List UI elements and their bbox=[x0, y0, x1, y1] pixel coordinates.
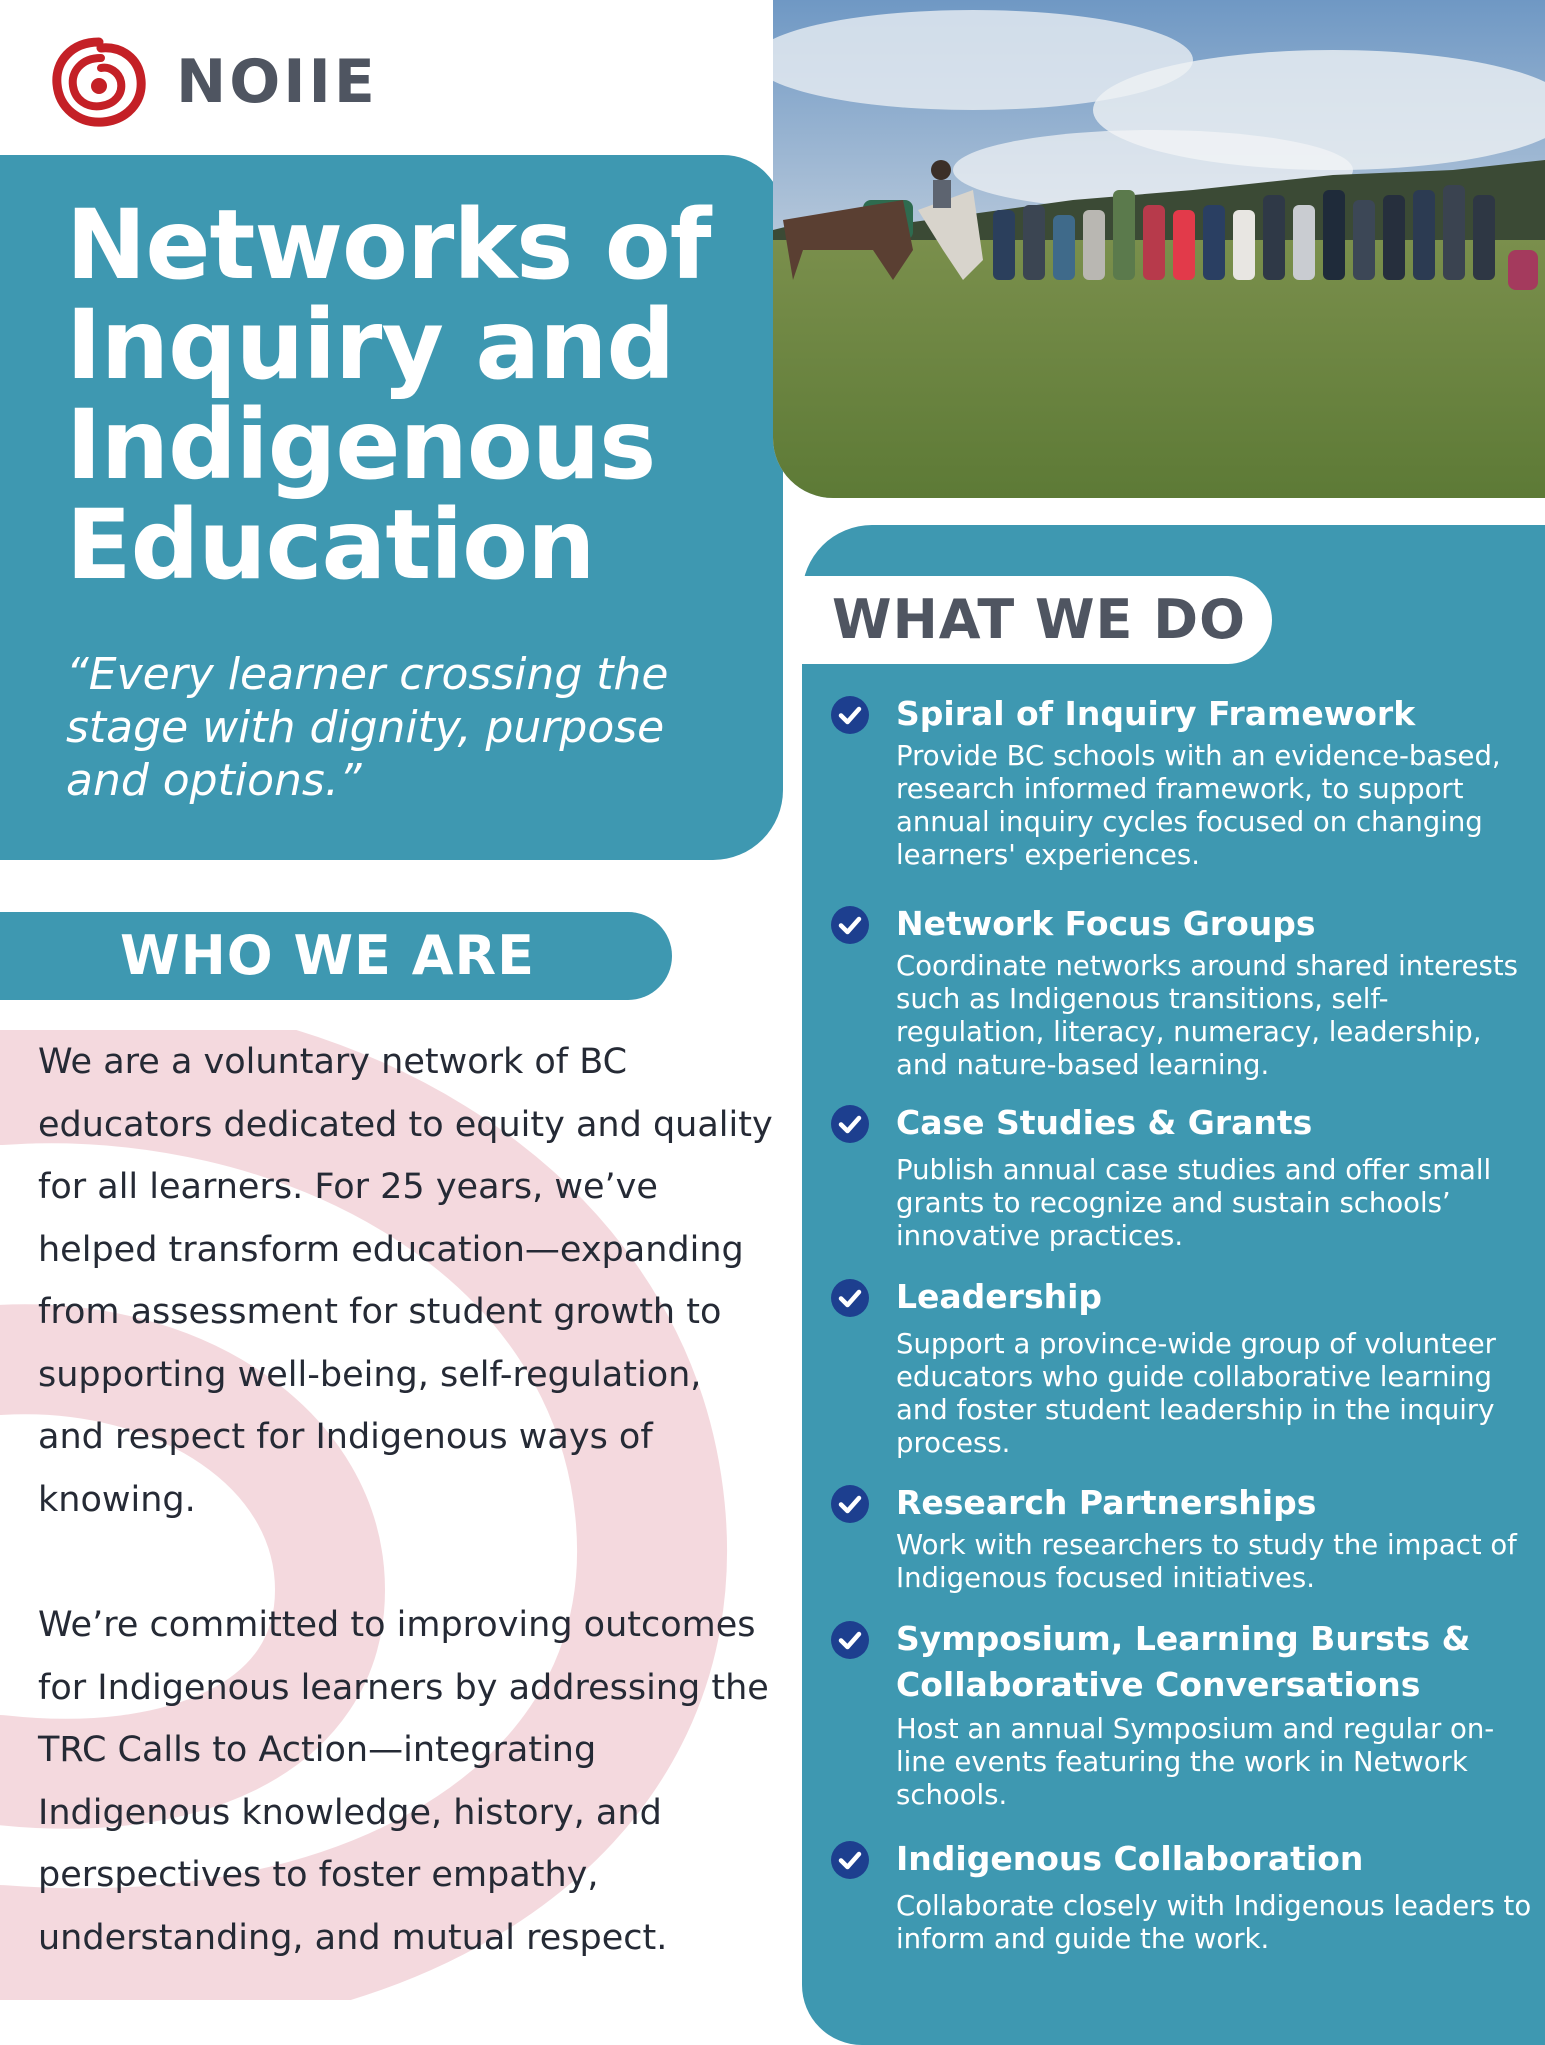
item-title: Spiral of Inquiry Framework bbox=[896, 694, 1416, 733]
item-description: Work with researchers to study the impact of Indigenous focused initiatives. bbox=[896, 1529, 1517, 1594]
item-title: Leadership bbox=[896, 1277, 1103, 1316]
item-description: Coordinate networks around shared interests such as Indigenous transitions, self-regulation, literacy, numeracy, leadership, and nature-based learning. bbox=[896, 950, 1518, 1081]
check-circle-icon bbox=[830, 905, 870, 945]
title-line: Inquiry and bbox=[66, 289, 675, 401]
check-circle-icon bbox=[830, 1840, 870, 1880]
item-title: Indigenous Collaboration bbox=[896, 1839, 1364, 1878]
check-circle-icon bbox=[830, 695, 870, 735]
item-description: Host an annual Symposium and regular on-line events featuring the work in Network schools. bbox=[896, 1713, 1495, 1811]
group-photo-in-meadow bbox=[773, 0, 1545, 498]
item-title: Research Partnerships bbox=[896, 1483, 1317, 1522]
who-we-are-paragraph: We’re committed to improving outcomes for Indigenous learners by addressing the TRC Calls to Action—integrating Indigenous knowledge, history, and perspectives to foster empathy, understanding, and mutual respect. bbox=[38, 1605, 769, 1958]
item-description: Collaborate closely with Indigenous leaders to inform and guide the work. bbox=[896, 1890, 1532, 1955]
what-we-do-heading: WHAT WE DO bbox=[832, 588, 1246, 651]
item-title: Symposium, Learning Bursts & Collaborative Conversations bbox=[896, 1619, 1471, 1704]
item-description: Support a province-wide group of volunteer educators who guide collaborative learning and foster student leadership in the inquiry process. bbox=[896, 1328, 1496, 1459]
item-title: Network Focus Groups bbox=[896, 904, 1316, 943]
check-circle-icon bbox=[830, 1620, 870, 1660]
brand-name: NOIIE bbox=[176, 47, 378, 117]
who-we-are-heading: WHO WE ARE bbox=[120, 924, 535, 987]
title-line: Networks of bbox=[66, 189, 711, 301]
check-circle-icon bbox=[830, 1484, 870, 1524]
title-line: Indigenous bbox=[66, 389, 656, 501]
page-title bbox=[66, 189, 766, 601]
red-spiral-logo-icon bbox=[48, 34, 150, 130]
group-photo bbox=[773, 0, 1545, 498]
item-title: Case Studies & Grants bbox=[896, 1103, 1313, 1142]
check-circle-icon bbox=[830, 1104, 870, 1144]
title-line: Education bbox=[66, 489, 595, 601]
mission-quote: “Every learner crossing the stage with dignity, purpose and options.” bbox=[66, 649, 669, 806]
item-description: Provide BC schools with an evidence-based, research informed framework, to support annual inquiry cycles focused on changing learners' experiences. bbox=[896, 740, 1501, 871]
item-description: Publish annual case studies and offer small grants to recognize and sustain schools’ innovative practices. bbox=[896, 1154, 1492, 1252]
who-we-are-paragraph: We are a voluntary network of BC educators dedicated to equity and quality for all learners. For 25 years, we’ve helped transform education—expanding from assessment for student growth to supporting well-being, self-regulation, and respect for Indigenous ways of knowing. bbox=[38, 1042, 773, 1520]
check-circle-icon bbox=[830, 1278, 870, 1318]
